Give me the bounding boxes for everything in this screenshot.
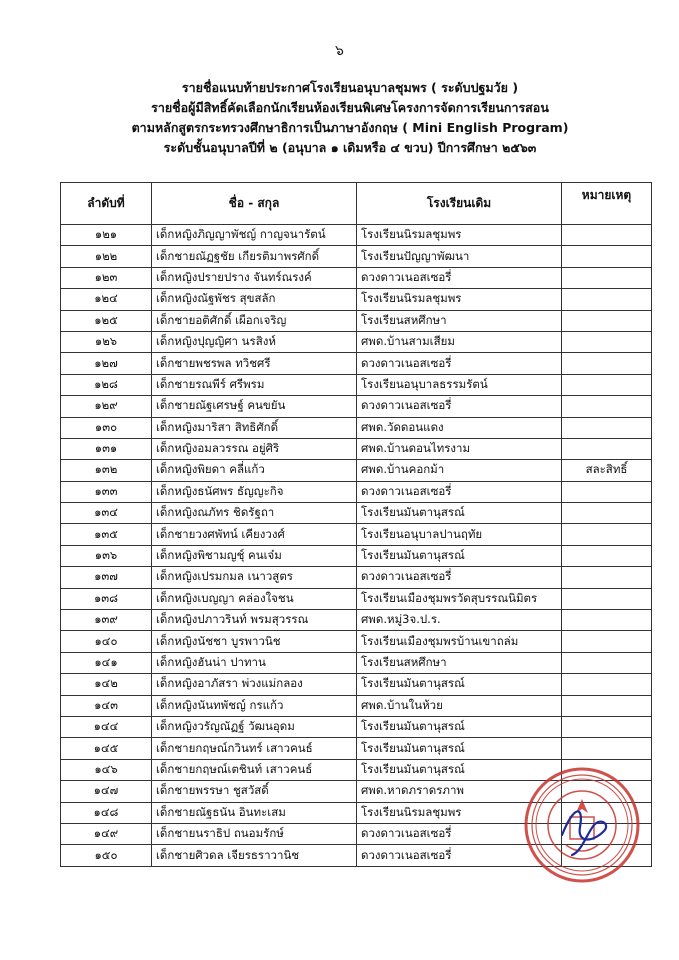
remark [562, 438, 652, 459]
remark [562, 674, 652, 695]
student-name: เด็กหญิงนัชชา บูรพาวนิช [152, 631, 357, 652]
row-number: ๑๒๓ [61, 267, 152, 288]
remark [562, 396, 652, 417]
header-no: ลำดับที่ [61, 183, 152, 225]
student-name: เด็กหญิงอาภัสรา พ่วงแม่กลอง [152, 674, 357, 695]
row-number: ๑๔๘ [61, 802, 152, 823]
previous-school: โรงเรียนอนุบาลปานฤทัย [357, 524, 562, 545]
previous-school: โรงเรียนมันตานุสรณ์ [357, 759, 562, 780]
row-number: ๑๓๙ [61, 610, 152, 631]
table-row [61, 246, 652, 267]
previous-school: โรงเรียนปัญญาพัฒนา [357, 246, 562, 267]
student-name: เด็กหญิงธนัศพร ธัญญะกิจ [152, 481, 357, 502]
previous-school: โรงเรียนนิรมลชุมพร [357, 289, 562, 310]
student-name: เด็กหญิงพิชามญชุ์ คนเจ๋ม [152, 545, 357, 566]
table-row [61, 267, 652, 288]
student-name: เด็กชายพรรษา ชูสวัสดิ์ [152, 781, 357, 802]
row-number: ๑๔๐ [61, 631, 152, 652]
row-number: ๑๔๒ [61, 674, 152, 695]
remark [562, 246, 652, 267]
student-name: เด็กหญิงภิญญาพัชญ์ กาญจนารัตน์ [152, 225, 357, 246]
previous-school: ศพด.หาดภราดรภาพ [357, 781, 562, 802]
student-name: เด็กชายศิวดล เจียรธราวานิช [152, 845, 357, 866]
previous-school: โรงเรียนอนุบาลธรรมรัตน์ [357, 374, 562, 395]
student-name: เด็กชายกฤษณ์เตชินท์ เสาวคนธ์ [152, 759, 357, 780]
remark [562, 331, 652, 352]
remark [562, 588, 652, 609]
remark [562, 374, 652, 395]
row-number: ๑๔๕ [61, 738, 152, 759]
student-name: เด็กหญิงวรัญณัฏฐ์ วัฒนอุดม [152, 716, 357, 737]
previous-school: ดวงดาวเนอสเซอรี่ [357, 353, 562, 374]
student-name: เด็กชายพชรพล ทวิชศรี [152, 353, 357, 374]
student-name: เด็กชายวงศพัทน์ เคียงวงศ์ [152, 524, 357, 545]
table-row [61, 417, 652, 438]
table-row [61, 460, 652, 481]
heading-line-4: ระดับชั้นอนุบาลปีที่ ๒ (อนุบาล ๑ เดิมหรือ ๔ ขวบ) ปีการศึกษา ๒๕๖๓ [163, 140, 537, 155]
previous-school: ศพด.บ้านดอนไทรงาม [357, 438, 562, 459]
previous-school: โรงเรียนมันตานุสรณ์ [357, 503, 562, 524]
row-number: ๑๓๐ [61, 417, 152, 438]
row-number: ๑๒๒ [61, 246, 152, 267]
header-name: ชื่อ - สกุล [152, 183, 357, 225]
row-number: ๑๒๘ [61, 374, 152, 395]
row-number: ๑๒๗ [61, 353, 152, 374]
table-row [61, 481, 652, 502]
remark [562, 695, 652, 716]
table-row [61, 225, 652, 246]
previous-school: โรงเรียนมันตานุสรณ์ [357, 674, 562, 695]
row-number: ๑๒๖ [61, 331, 152, 352]
school-seal-icon [522, 765, 642, 885]
previous-school: ดวงดาวเนอสเซอรี่ [357, 396, 562, 417]
seal-stamp [526, 769, 638, 881]
previous-school: ดวงดาวเนอสเซอรี่ [357, 267, 562, 288]
table-row [61, 738, 652, 759]
table-header-row [61, 183, 652, 225]
student-name: เด็กหญิงเบญญา คล่องใจชน [152, 588, 357, 609]
row-number: ๑๓๓ [61, 481, 152, 502]
student-name: เด็กหญิงมาริสา สิทธิศักดิ์ [152, 417, 357, 438]
remark [562, 267, 652, 288]
table-row [61, 289, 652, 310]
student-name: เด็กชายนราธิป ถนอมรักษ์ [152, 823, 357, 844]
header-school: โรงเรียนเดิม [357, 183, 562, 225]
previous-school: ศพด.บ้านในห้วย [357, 695, 562, 716]
previous-school: โรงเรียนมันตานุสรณ์ [357, 738, 562, 759]
student-name: เด็กหญิงฮันน่า ปาทาน [152, 652, 357, 673]
previous-school: ศพด.วัดดอนแดง [357, 417, 562, 438]
row-number: ๑๔๖ [61, 759, 152, 780]
remark [562, 631, 652, 652]
previous-school: ดวงดาวเนอสเซอรี่ [357, 845, 562, 866]
remark [562, 481, 652, 502]
previous-school: ศพด.บ้านคอกม้า [357, 460, 562, 481]
student-name: เด็กชายรณพีร์ ศรีพรม [152, 374, 357, 395]
remark [562, 353, 652, 374]
row-number: ๑๔๑ [61, 652, 152, 673]
previous-school: โรงเรียนสหศึกษา [357, 652, 562, 673]
row-number: ๑๓๗ [61, 567, 152, 588]
student-name: เด็กชายณัฐธนัน อินทะเสม [152, 802, 357, 823]
row-number: ๑๔๔ [61, 716, 152, 737]
student-name: เด็กชายกฤษณ์กวินทร์ เสาวคนธ์ [152, 738, 357, 759]
table-row [61, 610, 652, 631]
header-remark: หมายเหตุ [562, 183, 652, 225]
page-number: ๖ [335, 43, 344, 59]
heading-line-2: รายชื่อผู้มีสิทธิ์คัดเลือกนักเรียนห้องเรียนพิเศษโครงการจัดการเรียนการสอน [151, 100, 549, 115]
signature-mark [562, 811, 606, 855]
table-row [61, 374, 652, 395]
row-number: ๑๔๙ [61, 823, 152, 844]
previous-school: โรงเรียนมันตานุสรณ์ [357, 716, 562, 737]
previous-school: ศพด.หมู่3จ.ป.ร. [357, 610, 562, 631]
table-row [61, 438, 652, 459]
student-name: เด็กหญิงนันทพัชญ์ กรแก้ว [152, 695, 357, 716]
table-row [61, 396, 652, 417]
row-number: ๑๓๘ [61, 588, 152, 609]
remark [562, 225, 652, 246]
row-number: ๑๔๓ [61, 695, 152, 716]
previous-school: โรงเรียนเมืองชุมพรวัดสุบรรณนิมิตร [357, 588, 562, 609]
row-number: ๑๓๔ [61, 503, 152, 524]
row-number: ๑๒๕ [61, 310, 152, 331]
document-heading [60, 78, 640, 158]
student-name: เด็กหญิงปุญญิศา นรสิงห์ [152, 331, 357, 352]
remark [562, 503, 652, 524]
row-number: ๑๒๑ [61, 225, 152, 246]
remark: สละสิทธิ์ [562, 460, 652, 481]
previous-school: ศพด.บ้านสามเสียม [357, 331, 562, 352]
table-row [61, 524, 652, 545]
student-name: เด็กหญิงปภาวรินท์ พรมสุวรรณ [152, 610, 357, 631]
remark [562, 310, 652, 331]
student-name: เด็กชายอติศักดิ์ เผือกเจริญ [152, 310, 357, 331]
remark [562, 289, 652, 310]
table-row [61, 716, 652, 737]
previous-school: ดวงดาวเนอสเซอรี่ [357, 481, 562, 502]
table-row [61, 545, 652, 566]
student-name: เด็กหญิงณภัทร ชิดรัฐถา [152, 503, 357, 524]
remark [562, 567, 652, 588]
table-row [61, 567, 652, 588]
remark [562, 610, 652, 631]
remark [562, 738, 652, 759]
table-row [61, 353, 652, 374]
heading-line-1: รายชื่อแนบท้ายประกาศโรงเรียนอนุบาลชุมพร ( ระดับปฐมวัย ) [181, 80, 519, 95]
row-number: ๑๓๑ [61, 438, 152, 459]
remark [562, 417, 652, 438]
row-number: ๑๓๖ [61, 545, 152, 566]
student-name: เด็กหญิงอมลวรรณ อยู่ศิริ [152, 438, 357, 459]
remark [562, 524, 652, 545]
table-row [61, 674, 652, 695]
previous-school: โรงเรียนมันตานุสรณ์ [357, 545, 562, 566]
table-row [61, 631, 652, 652]
row-number: ๑๒๙ [61, 396, 152, 417]
previous-school: โรงเรียนนิรมลชุมพร [357, 225, 562, 246]
student-name: เด็กชายณัฏฐชัย เกียรติมาพรศักดิ์ [152, 246, 357, 267]
student-roster-table [60, 182, 652, 867]
remark [562, 545, 652, 566]
row-number: ๑๕๐ [61, 845, 152, 866]
student-name: เด็กหญิงณัฐพัชร สุขสลัก [152, 289, 357, 310]
table-row [61, 331, 652, 352]
previous-school: โรงเรียนนิรมลชุมพร [357, 802, 562, 823]
table-row [61, 695, 652, 716]
remark [562, 716, 652, 737]
row-number: ๑๓๒ [61, 460, 152, 481]
remark [562, 652, 652, 673]
heading-line-3: ตามหลักสูตรกระทรวงศึกษาธิการเป็นภาษาอังกฤษ ( Mini English Program) [131, 120, 569, 135]
student-name: เด็กหญิงเปรมกมล เนาวสูตร [152, 567, 357, 588]
row-number: ๑๔๗ [61, 781, 152, 802]
previous-school: โรงเรียนสหศึกษา [357, 310, 562, 331]
previous-school: ดวงดาวเนอสเซอรี่ [357, 823, 562, 844]
table-row [61, 588, 652, 609]
student-name: เด็กหญิงปรายปราง จันทร์ณรงค์ [152, 267, 357, 288]
table-row [61, 652, 652, 673]
table-row [61, 503, 652, 524]
student-name: เด็กชายณัฐเศรษฐ์ คนขยัน [152, 396, 357, 417]
previous-school: โรงเรียนเมืองชุมพรบ้านเขาถล่ม [357, 631, 562, 652]
student-name: เด็กหญิงพิยดา คลี่แก้ว [152, 460, 357, 481]
table-row [61, 310, 652, 331]
row-number: ๑๓๕ [61, 524, 152, 545]
row-number: ๑๒๔ [61, 289, 152, 310]
previous-school: ดวงดาวเนอสเซอรี่ [357, 567, 562, 588]
